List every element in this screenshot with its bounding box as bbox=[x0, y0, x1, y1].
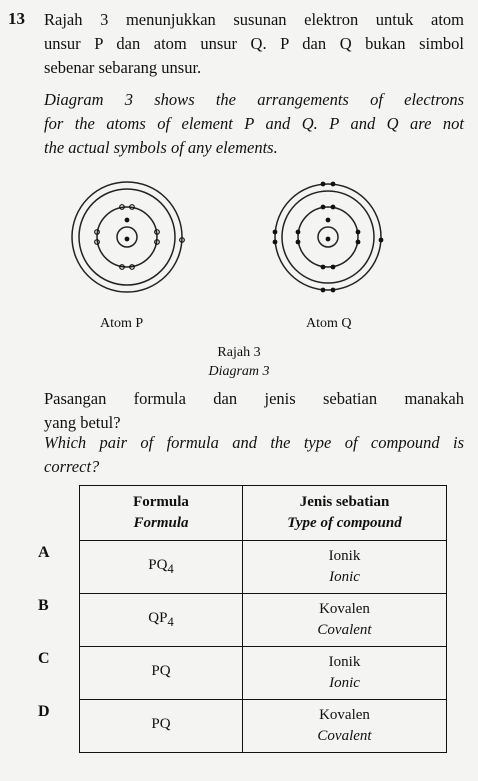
question-number: 13 bbox=[8, 9, 25, 28]
compound-type-cell: Kovalen Covalent bbox=[243, 594, 447, 647]
electron bbox=[273, 230, 278, 235]
question-text-english bbox=[44, 88, 464, 160]
option-row-c[interactable] bbox=[80, 647, 447, 700]
prompt-line: yang betul? bbox=[44, 413, 121, 432]
option-row-b[interactable] bbox=[80, 594, 447, 647]
question-line: for the atoms of element P and Q. P and Q are not bbox=[44, 114, 464, 133]
electron bbox=[125, 218, 130, 223]
electron bbox=[331, 182, 336, 187]
compound-type-cell: Kovalen Covalent bbox=[243, 700, 447, 753]
electron bbox=[331, 205, 336, 210]
electron-arrangement-diagram bbox=[44, 170, 444, 315]
prompt-line: correct? bbox=[44, 457, 100, 476]
prompt-text-malay bbox=[44, 387, 464, 435]
electron bbox=[331, 288, 336, 293]
question-text-malay bbox=[44, 8, 464, 80]
option-letter-d[interactable]: D bbox=[38, 703, 50, 720]
atom-q-electrons bbox=[273, 182, 384, 293]
atom-q-label: Atom Q bbox=[306, 316, 352, 331]
formula-cell: PQ bbox=[80, 700, 243, 753]
question-line: Rajah 3 menunjukkan susunan elektron untuk atom bbox=[44, 10, 464, 29]
option-letter-c[interactable]: C bbox=[38, 650, 50, 667]
answer-options-table bbox=[79, 485, 447, 753]
atom-q-diagram bbox=[273, 182, 384, 293]
electron bbox=[273, 240, 278, 245]
electron bbox=[321, 288, 326, 293]
prompt-line: Which pair of formula and the type of compound is bbox=[44, 433, 464, 452]
electron bbox=[296, 240, 301, 245]
diagram-caption-malay: Rajah 3 bbox=[217, 345, 261, 360]
formula-cell: $QP_4$ bbox=[80, 594, 243, 647]
option-letter-b[interactable]: B bbox=[38, 597, 49, 614]
option-row-d[interactable] bbox=[80, 700, 447, 753]
electron bbox=[321, 182, 326, 187]
option-letter-a[interactable]: A bbox=[38, 544, 50, 561]
atom-p-label: Atom P bbox=[100, 316, 144, 331]
electron bbox=[125, 237, 130, 242]
atom-p-diagram bbox=[72, 182, 184, 292]
electron bbox=[296, 230, 301, 235]
electron bbox=[379, 238, 384, 243]
electron bbox=[321, 265, 326, 270]
table-header-row bbox=[80, 486, 447, 541]
electron bbox=[356, 240, 361, 245]
question-line: sebenar sebarang unsur. bbox=[44, 58, 202, 77]
electron bbox=[356, 230, 361, 235]
electron bbox=[326, 218, 331, 223]
electron bbox=[321, 205, 326, 210]
question-line: Diagram 3 shows the arrangements of electrons bbox=[44, 90, 464, 109]
header-compound-type: Jenis sebatian Type of compound bbox=[243, 486, 447, 541]
question-line: the actual symbols of any elements. bbox=[44, 138, 278, 157]
electron bbox=[331, 265, 336, 270]
prompt-text-english bbox=[44, 431, 464, 479]
formula-cell: $PQ_4$ bbox=[80, 541, 243, 594]
compound-type-cell: Ionik Ionic bbox=[243, 647, 447, 700]
prompt-line: Pasangan formula dan jenis sebatian manakah bbox=[44, 389, 464, 408]
electron bbox=[326, 237, 331, 242]
question-line: unsur P dan atom unsur Q. P dan Q bukan simbol bbox=[44, 34, 464, 53]
formula-cell: PQ bbox=[80, 647, 243, 700]
compound-type-cell: Ionik Ionic bbox=[243, 541, 447, 594]
header-formula: Formula Formula bbox=[80, 486, 243, 541]
diagram-caption-english: Diagram 3 bbox=[208, 364, 270, 379]
option-row-a[interactable] bbox=[80, 541, 447, 594]
